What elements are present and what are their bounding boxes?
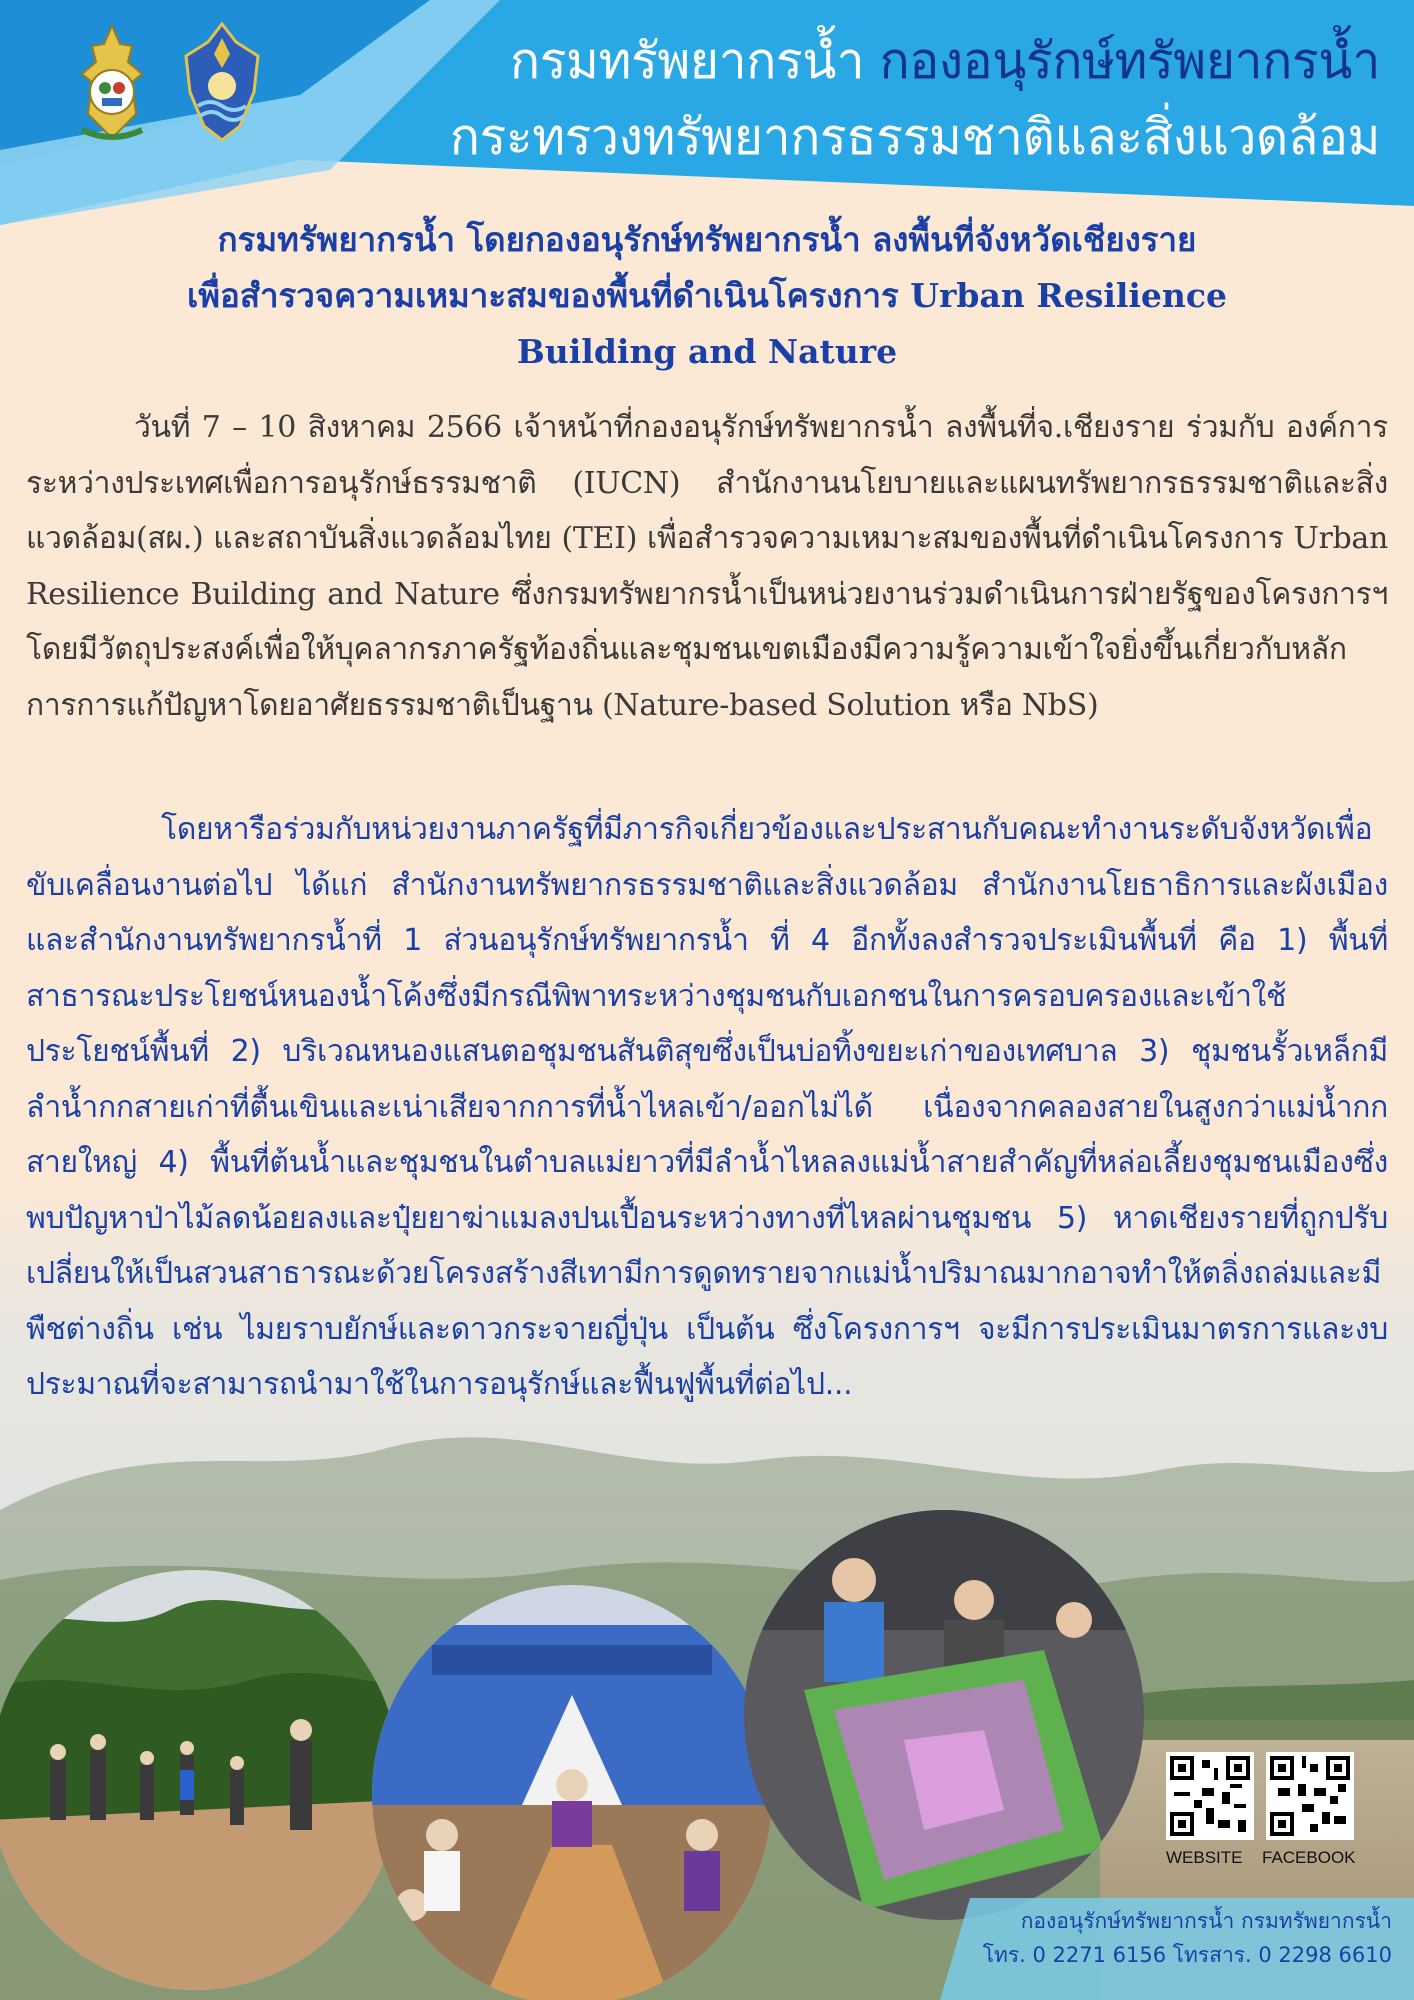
facebook-qr-code[interactable] [1266,1752,1354,1840]
header-agency: กรมทรัพยากรน้ำ [509,32,865,90]
header-ministry: กระทรวงทรัพยากรธรรมชาติและสิ่งแวดล้อม [449,108,1380,166]
body-paragraph-1 [26,400,1388,733]
title-line-3: Building and Nature [516,332,898,371]
title-line-2: เพื่อสำรวจความเหมาะสมของพื้นที่ดำเนินโครงการ Urban Resilience [187,276,1227,315]
website-qr-label: WEBSITE [1166,1848,1243,1867]
header-division: กองอนุรักษ์ทรัพยากรน้ำ [879,32,1380,90]
website-qr-code[interactable] [1166,1752,1254,1840]
footer-org: กองอนุรักษ์ทรัพยากรน้ำ กรมทรัพยากรน้ำ [1020,1909,1392,1933]
facebook-qr-label: FACEBOOK [1262,1848,1356,1867]
footer-contact: โทร. 0 2271 6156 โทรสาร. 0 2298 6610 [982,1943,1392,1967]
paragraph-2-text: โดยหารือร่วมกับหน่วยงานภาครัฐที่มีภารกิจเกี่ยวข้องและประสานกับคณะทำงานระดับจังหวัดเพื่อขับเคลื่อนงานต่อไป ได้แก่ สำนักงานทรัพยากรธรรมชาติและสิ่งแวดล้อม สำนักงานโยธาธิการและผังเมือง และสำนักงานทรัพยากรน้ำที่ 1 ส่วนอนุรักษ์ทรัพยากรน้ำ ที่ 4 อีกทั้งลงสำรวจประเมินพื้นที่ คือ 1) พื้นที่สาธารณะประโยชน์หนองน้ำโค้งซึ่งมีกรณีพิพาทระหว่างชุมชนกับเอกชนในการครอบครองและเข้าใช้ประโยชน์พื้นที่ 2) บริเวณหนองแสนตอชุมชนสันติสุขซึ่งเป็นบ่อทิ้งขยะเก่าของเทศบาล 3) ชุมชนรั้วเหล็กมีลำน้ำกกสายเก่าที่ตื้นเขินและเน่าเสียจากการที่น้ำไหลเข้า/ออกไม่ได้ เนื่องจากคลองสายในสูงกว่าแม่น้ำกกสายใหญ่ 4) พื้นที่ต้นน้ำและชุมชนในตำบลแม่ยาวที่มีลำน้ำไหลลงแม่น้ำสายสำคัญที่หล่อเลี้ยงชุมชนเมืองซึ่งพบปัญหาป่าไม้ลดน้อยลงและปุ๋ยยาฆ่าแมลงปนเปื้อนระหว่างทางที่ไหลผ่านชุมชน 5) หาดเชียงรายที่ถูกปรับเปลี่ยนให้เป็นสวนสาธารณะด้วยโครงสร้างสีเทามีการดูดทรายจากแม่น้ำปริมาณมากอาจทำให้ตลิ่งถล่มและมีพืชต่างถิ่น เช่น ไมยราบยักษ์และดาวกระจายญี่ปุ่น เป็นต้น ซึ่งโครงการฯ จะมีการประเมินมาตรการและงบประมาณที่จะสามารถนำมาใช้ในการอนุรักษ์และฟื้นฟูพื้นที่ต่อไป... [26,812,1388,1402]
photo-map-review [744,1510,1144,1920]
header-agency-line [510,22,1380,101]
paragraph-1-text: วันที่ 7 – 10 สิงหาคม 2566 เจ้าหน้าที่กองอนุรักษ์ทรัพยากรน้ำ ลงพื้นที่จ.เชียงราย ร่วมกับ องค์การระหว่างประเทศเพื่อการอนุรักษ์ธรรมชาติ (IUCN) สำนักงานนโยบายและแผนทรัพยากรธรรมชาติและสิ่งแวดล้อม(สผ.) และสถาบันสิ่งแวดล้อมไทย (TEI) เพื่อสำรวจความเหมาะสมของพื้นที่ดำเนินโครงการ Urban Resilience Building and Nature ซึ่งกรมทรัพยากรน้ำเป็นหน่วยงานร่วมดำเนินการฝ่ายรัฐของโครงการฯ โดยมีวัตถุประสงค์เพื่อให้บุคลากรภาครัฐท้องถิ่นและชุมชนเขตเมืองมีความรู้ความเข้าใจยิ่งขึ้นเกี่ยวกับหลักการการแก้ปัญหาโดยอาศัยธรรมชาติเป็นฐาน (Nature-based Solution หรือ NbS) [26,410,1388,723]
page-title [70,212,1344,380]
title-line-1: กรมทรัพยากรน้ำ โดยกองอนุรักษ์ทรัพยากรน้ำ ลงพื้นที่จังหวัดเชียงราย [217,220,1197,259]
body-paragraph-2 [26,802,1388,1413]
header-banner [0,0,1414,230]
department-of-water-resources-logo [172,22,272,147]
photo-field-survey [0,1570,400,1990]
royal-emblem-logo [62,22,162,147]
photo-meeting [372,1585,772,2000]
